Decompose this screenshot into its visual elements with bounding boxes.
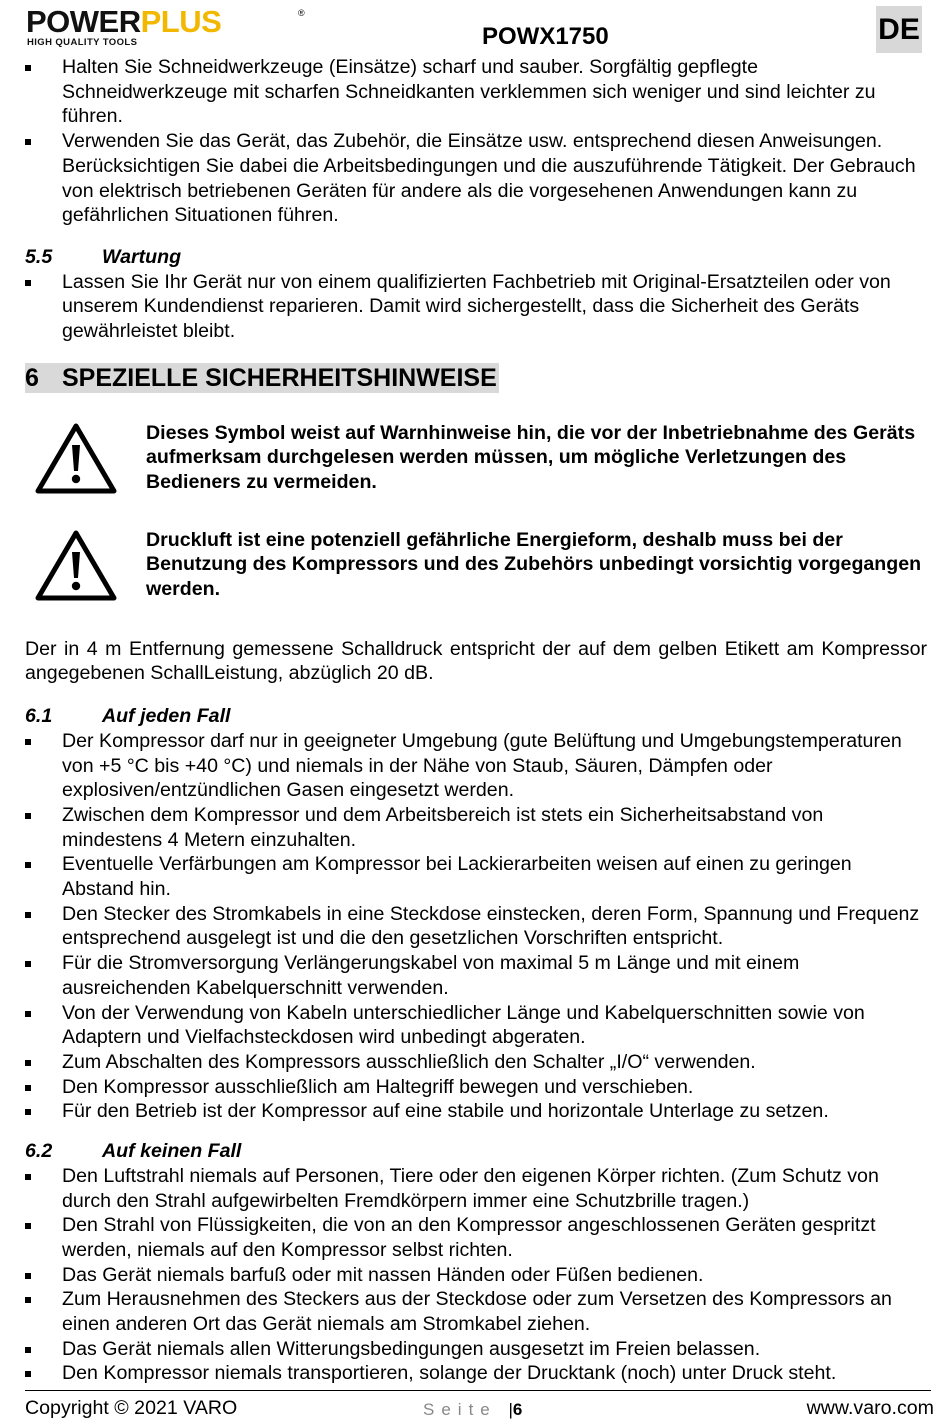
- subsection-title: Wartung: [102, 245, 182, 268]
- logo-registered-mark: ®: [298, 8, 305, 18]
- list-item: Den Luftstrahl niemals auf Personen, Tiere oder den eigenen Körper richten. (Zum Schutz von durch den Strahl aufgewirbelten Fremdkörpern immer eine Schutzbrille tragen.): [25, 1164, 927, 1213]
- warning-text-2: Druckluft ist eine potenziell gefährliche Energieform, deshalb muss bei der Benutzung des Kompressors und des Zubehörs unbedingt vorsichtig vorgegangen werden.: [146, 528, 922, 601]
- subsection-title: Auf keinen Fall: [102, 1140, 242, 1163]
- list-item: Halten Sie Schneidwerkzeuge (Einsätze) scharf und sauber. Sorgfältig gepflegte Schneidwerkzeuge mit scharfen Schneidkanten verklemmen sich weniger und sind leichter zu führen.: [25, 55, 927, 129]
- subsection-heading-6-2: [25, 1139, 927, 1164]
- warning-triangle-icon: [35, 423, 117, 495]
- subsection-number: 6.2: [25, 1140, 53, 1163]
- never-list: [25, 1164, 927, 1386]
- logo-word-plus: PLUS: [140, 4, 222, 39]
- list-item: Eventuelle Verfärbungen am Kompressor bei Lackierarbeiten weisen auf einen zu geringen Abstand hin.: [25, 852, 927, 901]
- subsection-heading-6-1: [25, 704, 927, 729]
- list-item: Zum Herausnehmen des Steckers aus der Steckdose oder zum Versetzen des Kompressors an einen anderen Ort das Gerät niemals am Stromkabel ziehen.: [25, 1287, 927, 1336]
- logo-word-power: POWER: [26, 4, 141, 39]
- subsection-title: Auf jeden Fall: [102, 705, 231, 728]
- language-badge: DE: [876, 6, 922, 53]
- list-item: Das Gerät niemals allen Witterungsbedingungen ausgesetzt im Freien belassen.: [25, 1337, 927, 1362]
- list-item: Den Stecker des Stromkabels in eine Steckdose einstecken, deren Form, Spannung und Frequenz entsprechend ausgelegt ist und die den gesetzlichen Vorschriften entspricht.: [25, 902, 927, 951]
- list-item: Für die Stromversorgung Verlängerungskabel von maximal 5 m Länge und mit einem ausreichenden Kabelquerschnitt verwenden.: [25, 951, 927, 1000]
- list-item: Den Kompressor ausschließlich am Haltegriff bewegen und verschieben.: [25, 1075, 927, 1100]
- powerplus-logo: [26, 4, 305, 50]
- section-number: 6: [25, 363, 39, 392]
- always-list: [25, 729, 927, 1124]
- list-item: Der Kompressor darf nur in geeigneter Umgebung (gute Belüftung und Umgebungstemperaturen von +5 °C bis +40 °C) und niemals in der Nähe von Staub, Säuren, Dämpfen oder explosiven/entzündlichen Gasen eingesetzt werden.: [25, 729, 927, 803]
- section-title: SPEZIELLE SICHERHEITSHINWEISE: [62, 363, 497, 392]
- list-item: Verwenden Sie das Gerät, das Zubehör, die Einsätze usw. entsprechend diesen Anweisungen. Berücksichtigen Sie dabei die Arbeitsbedingungen und die auszuführende Tätigkeit. Der Gebrauch von elektrisch betriebenen Geräten für andere als die vorgesehenen Anwendungen kann zu gefährlichen Situationen führen.: [25, 129, 927, 228]
- list-item: Den Strahl von Flüssigkeiten, die von an den Kompressor angeschlossenen Geräten gespritzt werden, niemals auf den Kompressor selbst richten.: [25, 1213, 927, 1262]
- model-number: POWX1750: [482, 23, 609, 50]
- page-separator: |: [508, 1400, 513, 1419]
- list-item: Für den Betrieb ist der Kompressor auf eine stabile und horizontale Unterlage zu setzen.: [25, 1099, 927, 1124]
- list-item: Von der Verwendung von Kabeln unterschiedlicher Länge und Kabelquerschnitten sowie von Adaptern und Vielfachsteckdosen wird unbedingt abgeraten.: [25, 1001, 927, 1050]
- warning-block-2: [25, 528, 927, 616]
- warning-block-1: [25, 421, 927, 509]
- warning-text-1: Dieses Symbol weist auf Warnhinweise hin, die vor der Inbetriebnahme des Geräts aufmerksam durchgelesen werden müssen, um mögliche Verletzungen des Bedieners zu vermeiden.: [146, 421, 916, 494]
- subsection-number: 6.1: [25, 705, 53, 728]
- warning-triangle-icon: [35, 530, 117, 602]
- list-item: Den Kompressor niemals transportieren, solange der Drucktank (noch) unter Druck steht.: [25, 1361, 927, 1386]
- top-bullet-list: [25, 55, 927, 228]
- page-indicator: [423, 1400, 522, 1420]
- maintenance-list: [25, 270, 927, 344]
- subsection-number: 5.5: [25, 245, 53, 268]
- section-heading-6: [25, 363, 499, 393]
- page-content: [25, 55, 927, 1386]
- logo-tagline: HIGH QUALITY TOOLS: [27, 37, 138, 48]
- list-item: Zum Abschalten des Kompressors ausschließlich den Schalter „I/O“ verwenden.: [25, 1050, 927, 1075]
- list-item: Zwischen dem Kompressor und dem Arbeitsbereich ist stets ein Sicherheitsabstand von mindestens 4 Metern einzuhalten.: [25, 803, 927, 852]
- website-url[interactable]: www.varo.com: [806, 1397, 934, 1419]
- list-item: Das Gerät niemals barfuß oder mit nassen Händen oder Füßen bedienen.: [25, 1263, 927, 1288]
- subsection-heading-5-5: [25, 245, 927, 270]
- list-item: Lassen Sie Ihr Gerät nur von einem qualifizierten Fachbetrieb mit Original-Ersatzteilen oder von unserem Kundendienst reparieren. Damit wird sichergestellt, dass die Sicherheit des Geräts gewährleistet bleibt.: [25, 270, 927, 344]
- sound-pressure-paragraph: Der in 4 m Entfernung gemessene Schalldruck entspricht der auf dem gelben Etikett am Kompressor angegebenen SchallLeistung, abzüglich 20 dB.: [25, 637, 927, 685]
- page-label: Seite: [423, 1400, 497, 1419]
- page-header: [0, 0, 950, 56]
- page-footer: [25, 1390, 934, 1425]
- copyright-text: Copyright © 2021 VARO: [25, 1397, 238, 1419]
- page-number: 6: [512, 1400, 523, 1419]
